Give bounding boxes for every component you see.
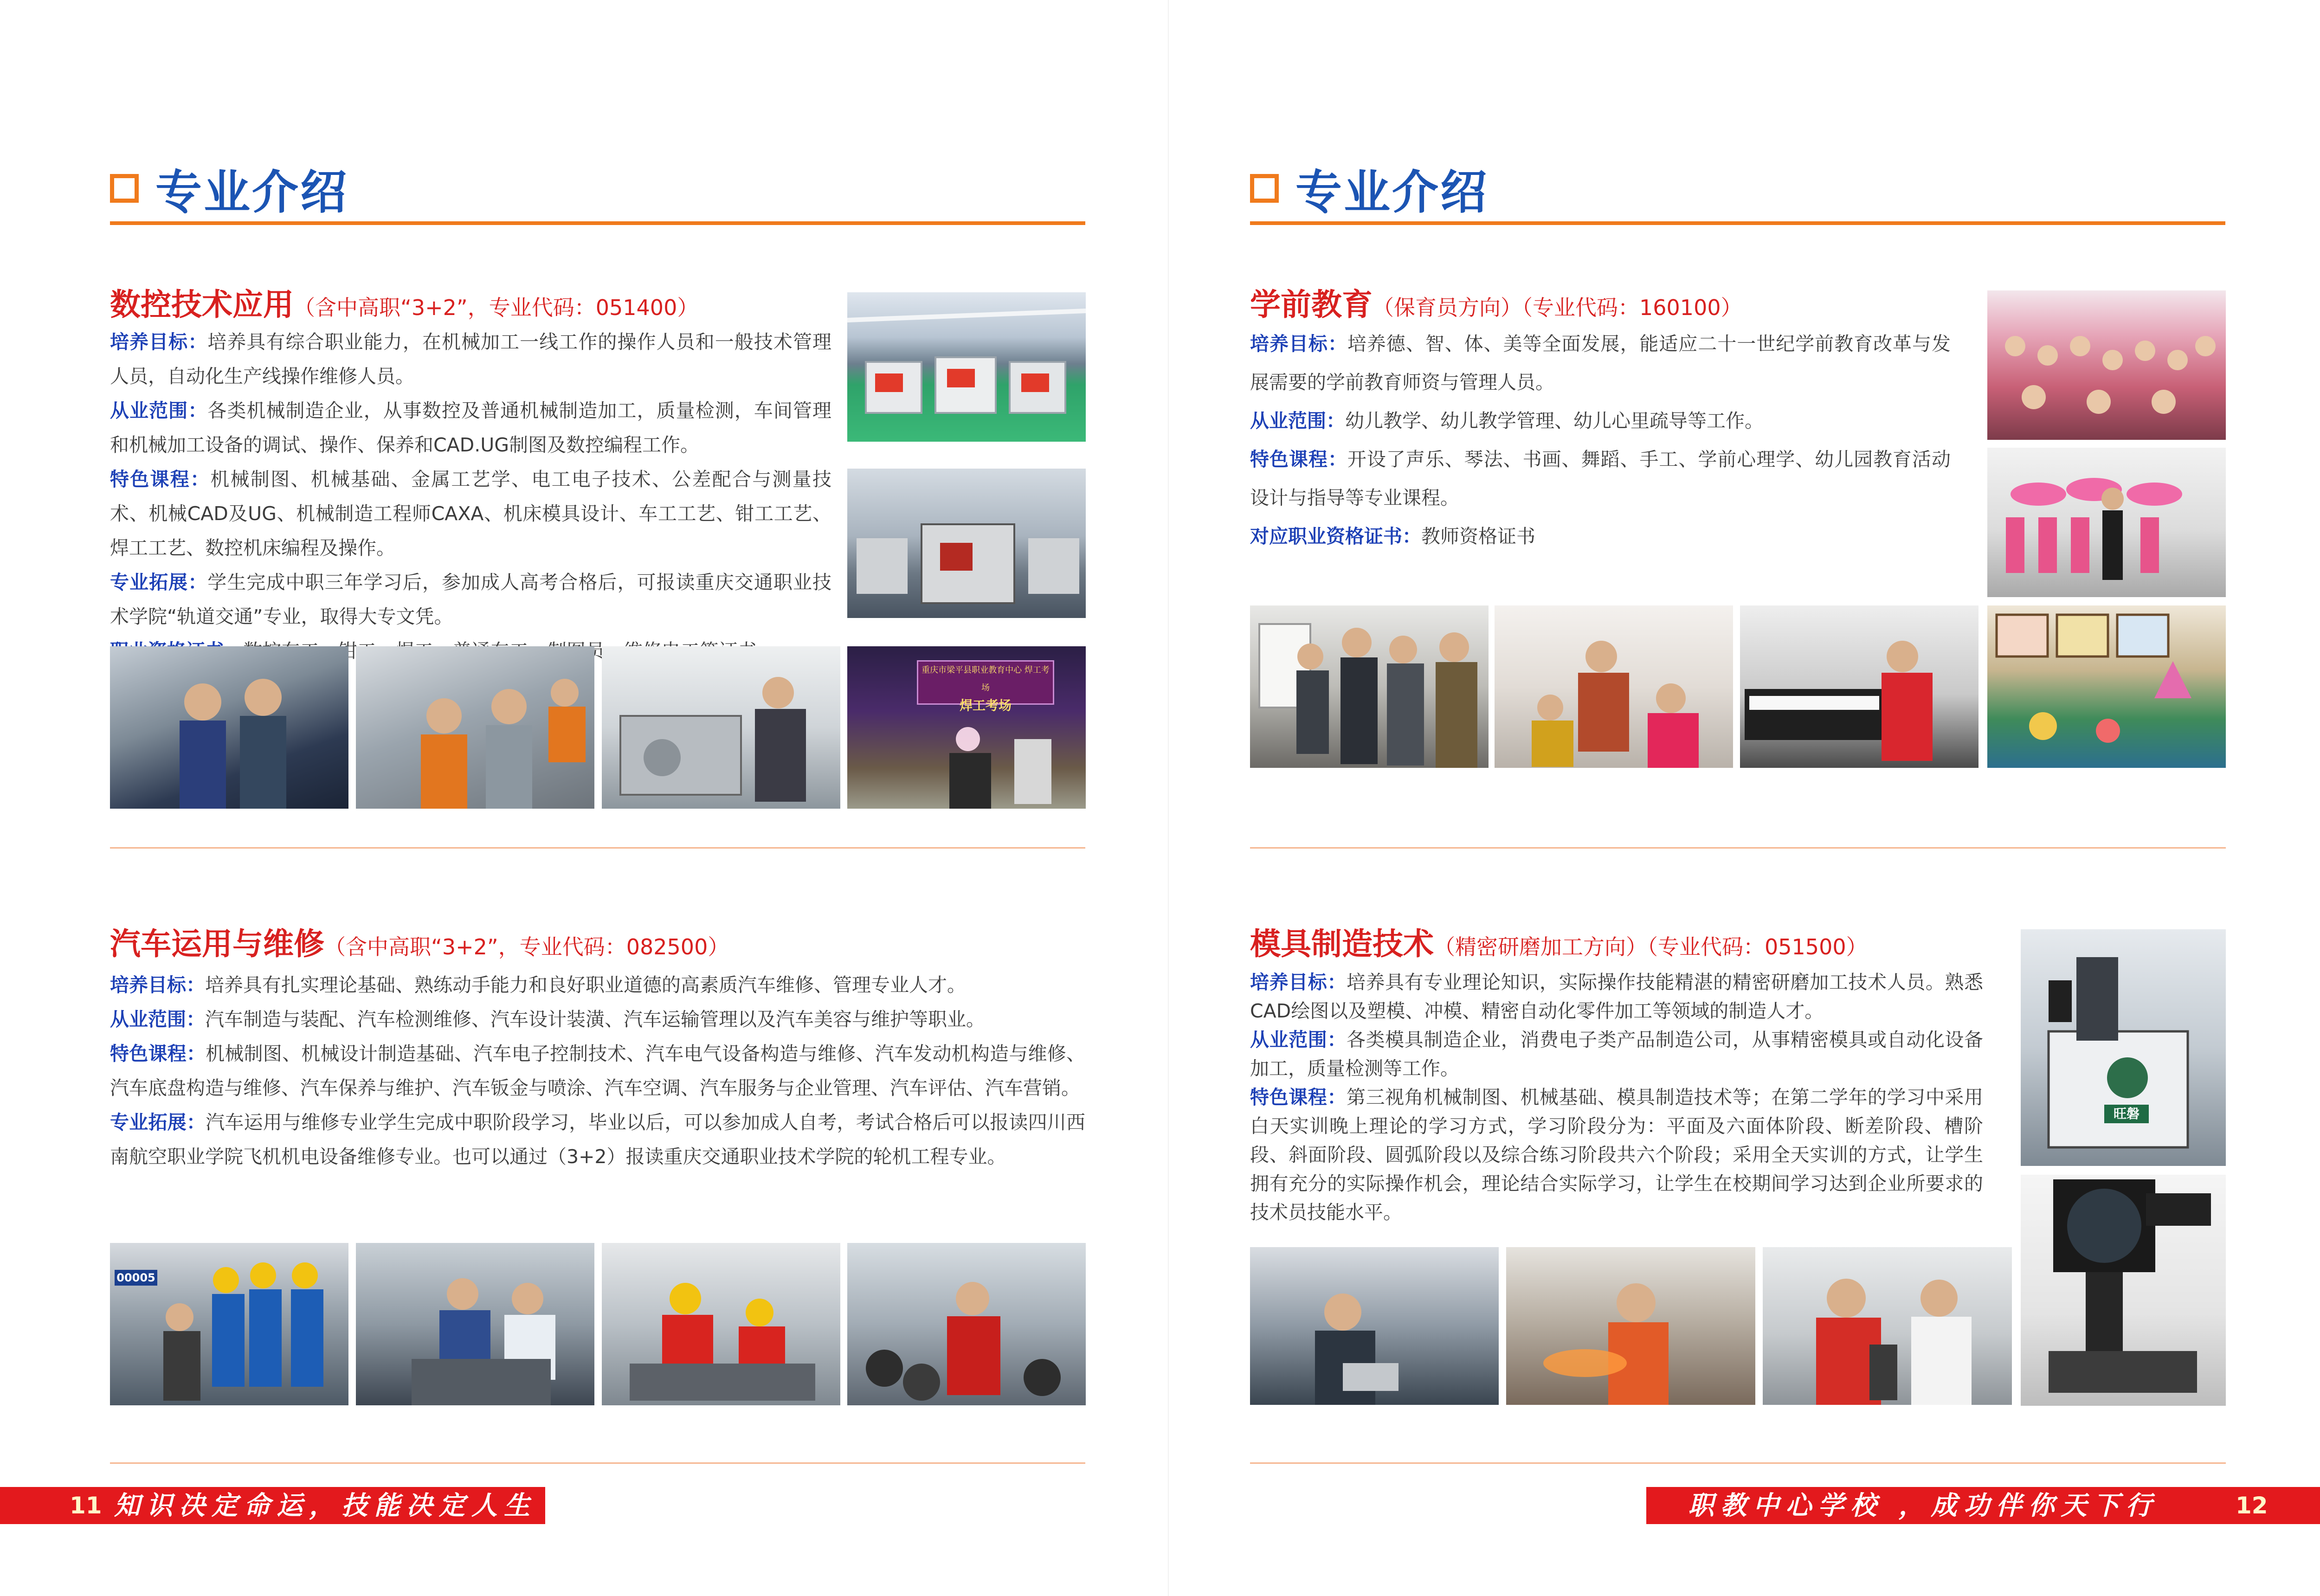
welding-banner-text: 重庆市梁平县职业教育中心 焊工考场 <box>922 665 1050 693</box>
preschool-assembly-photo <box>1987 290 2226 440</box>
section-divider <box>1250 1462 2226 1464</box>
preschool-section-title <box>1250 287 1742 326</box>
cnc-line <box>110 462 831 565</box>
mold-text: 第三视角机械制图、机械基础、模具制造技术等；在第二学年的学习中采用白天实训晚上理论的学习方式，学习阶段分为：平面及六面体阶段、断差阶段、槽阶段、斜面阶段、圆弧阶段以及综合练习阶段共六个阶段；采用全天实训的方式，让学生拥有充分的实际操作机会，理论结合实际学习，让学生在校期间学习达到企业所要求的技术员技能水平。 <box>1250 1086 1984 1223</box>
preschool-line <box>1250 402 1951 440</box>
preschool-line <box>1250 517 1951 556</box>
preschool-label: 从业范围： <box>1250 410 1345 432</box>
preschool-text: 培养德、智、体、美等全面发展，能适应二十一世纪学前教育改革与发展需要的学前教育师资与管理人员。 <box>1250 333 1951 393</box>
cnc-text: 培养具有综合职业能力，在机械加工一线工作的操作人员和一般技术管理人员，自动化生产线操作维修人员。 <box>110 331 832 387</box>
spread-gutter <box>1168 0 1169 1596</box>
page-title: 专业介绍 <box>1295 165 1489 219</box>
mold-text: 培养具有专业理论知识，实际操作技能精湛的精密研磨加工技术人员。熟悉CAD绘图以及塑模、冲模、精密自动化零件加工等领域的制造人才。 <box>1250 971 1984 1022</box>
page-title: 专业介绍 <box>155 165 348 219</box>
auto-class-photo-2 <box>356 1243 594 1405</box>
cnc-lathe-photo <box>847 469 1086 618</box>
welding-banner-sub: 焊工考场 <box>959 698 1012 713</box>
preschool-name: 学前教育 <box>1250 287 1373 322</box>
preschool-label: 对应职业资格证书： <box>1250 525 1421 547</box>
auto-label: 特色课程： <box>110 1043 206 1065</box>
slogan-left: 知识决定命运，技能决定人生 <box>114 1490 536 1521</box>
preschool-label: 特色课程： <box>1250 448 1347 470</box>
mold-grinder-photo <box>2021 929 2226 1166</box>
mold-line <box>1250 968 1983 1025</box>
cnc-name: 数控技术应用 <box>110 287 294 322</box>
section-divider <box>110 847 1085 849</box>
auto-line <box>110 968 1085 1002</box>
header-square-icon <box>110 174 139 203</box>
section-divider <box>110 1462 1085 1464</box>
auto-text: 汽车运用与维修专业学生完成中职阶段学习，毕业以后，可以参加成人自考，考试合格后可以报读四川西南航空职业学院飞机机电设备维修专业。也可以通过（3+2）报读重庆交通职业技术学院的轮机工程专业。 <box>110 1111 1086 1168</box>
cnc-students-photo-2 <box>356 646 594 809</box>
auto-section-title <box>110 926 729 965</box>
cnc-line <box>110 565 831 634</box>
mold-subtitle: （精密研磨加工方向）（专业代码：051500） <box>1434 934 1868 959</box>
mold-line <box>1250 1025 1983 1083</box>
auto-class-photo-4 <box>847 1243 1086 1405</box>
mold-projector-photo <box>2021 1175 2226 1406</box>
header-rule <box>110 221 1085 225</box>
preschool-craft-photo <box>1495 605 1733 768</box>
auto-label: 专业拓展： <box>110 1111 206 1133</box>
preschool-text: 开设了声乐、琴法、书画、舞蹈、手工、学前心理学、幼儿园教育活动设计与指导等专业课程。 <box>1250 448 1951 509</box>
auto-subtitle: （含中高职“3+2”，专业代码：082500） <box>324 934 729 959</box>
preschool-description <box>1250 325 1951 556</box>
mold-line <box>1250 1083 1983 1227</box>
footer-bar-left <box>0 1487 545 1524</box>
mold-label: 特色课程： <box>1250 1086 1347 1108</box>
auto-line <box>110 1105 1085 1174</box>
auto-label: 从业范围： <box>110 1008 205 1030</box>
mold-label: 培养目标： <box>1250 971 1347 993</box>
auto-text: 汽车制造与装配、汽车检测维修、汽车设计装潢、汽车运输管理以及汽车美容与维护等职业。 <box>205 1008 985 1030</box>
preschool-art-photo <box>1250 605 1489 768</box>
cnc-description <box>110 325 831 668</box>
cnc-label: 特色课程： <box>110 468 211 490</box>
cnc-students-photo-1 <box>110 646 348 809</box>
cnc-workshop-photo <box>847 292 1086 442</box>
auto-class-photo-3 <box>602 1243 840 1405</box>
cnc-section-title <box>110 287 698 326</box>
header-rule <box>1250 221 2225 225</box>
mold-name: 模具制造技术 <box>1250 926 1434 962</box>
preschool-exhibit-photo <box>1987 605 2226 768</box>
mold-student-photo-1 <box>1250 1247 1499 1405</box>
auto-text: 培养具有扎实理论基础、熟练动手能力和良好职业道德的高素质汽车维修、管理专业人才。 <box>205 974 966 996</box>
auto-line <box>110 1036 1085 1105</box>
preschool-piano-photo <box>1740 605 1978 768</box>
cnc-text: 各类机械制造企业，从事数控及普通机械制造加工，质量检测，车间管理和机械加工设备的调试、操作、保养和CAD.UG制图及数控编程工作。 <box>110 399 832 456</box>
auto-class-photo-1 <box>110 1243 348 1405</box>
auto-label: 培养目标： <box>110 974 205 996</box>
cnc-subtitle: （含中高职“3+2”，专业代码：051400） <box>294 295 699 320</box>
page-number-right: 12 <box>2236 1492 2268 1519</box>
header-square-icon <box>1250 174 1279 203</box>
mold-description <box>1250 968 1983 1227</box>
section-divider <box>1250 847 2226 849</box>
mold-section-title <box>1250 926 1868 965</box>
mold-text: 各类模具制造企业，消费电子类产品制造公司，从事精密模具或自动化设备加工，质量检测等工作。 <box>1250 1029 1984 1080</box>
cnc-line <box>110 393 831 462</box>
preschool-line <box>1250 440 1951 517</box>
auto-text: 机械制图、机械设计制造基础、汽车电子控制技术、汽车电气设备构造与维修、汽车发动机构造与维修、汽车底盘构造与维修、汽车保养与维护、汽车钣金与喷涂、汽车空调、汽车服务与企业管理、汽车评估、汽车营销。 <box>110 1043 1086 1099</box>
cnc-text: 学生完成中职三年学习后，参加成人高考合格后，可报读重庆交通职业技术学院“轨道交通”专业，取得大专文凭。 <box>110 571 832 628</box>
cnc-students-photo-3 <box>602 646 840 809</box>
slogan-right: 职教中心学校 ，成功伴你天下行 <box>1688 1490 2159 1521</box>
preschool-text: 教师资格证书 <box>1421 525 1535 547</box>
cnc-label: 从业范围： <box>110 399 208 422</box>
cnc-line <box>110 325 831 393</box>
page-number-left: 11 <box>70 1492 102 1519</box>
preschool-text: 幼儿教学、幼儿教学管理、幼儿心里疏导等工作。 <box>1345 410 1764 432</box>
cnc-welding-photo <box>847 646 1086 809</box>
preschool-line <box>1250 325 1951 402</box>
cnc-label: 培养目标： <box>110 331 208 353</box>
footer-bar-right <box>1646 1487 2320 1524</box>
auto-name: 汽车运用与维修 <box>110 926 324 962</box>
preschool-dance-photo <box>1987 448 2226 597</box>
mold-student-photo-2 <box>1506 1247 1755 1405</box>
auto-description <box>110 968 1085 1174</box>
license-plate: 00005 <box>115 1270 157 1286</box>
machine-brand-label: 旺磐 <box>2104 1105 2149 1123</box>
mold-label: 从业范围： <box>1250 1029 1347 1051</box>
cnc-text: 机械制图、机械基础、金属工艺学、电工电子技术、公差配合与测量技术、机械CAD及UG、机械制造工程师CAXA、机床模具设计、车工工艺、钳工工艺、焊工工艺、数控机床编程及操作。 <box>110 468 832 559</box>
preschool-label: 培养目标： <box>1250 333 1347 355</box>
mold-student-photo-3 <box>1763 1247 2012 1405</box>
preschool-subtitle: （保育员方向）（专业代码：160100） <box>1373 295 1742 320</box>
cnc-label: 专业拓展： <box>110 571 208 593</box>
auto-line <box>110 1002 1085 1036</box>
